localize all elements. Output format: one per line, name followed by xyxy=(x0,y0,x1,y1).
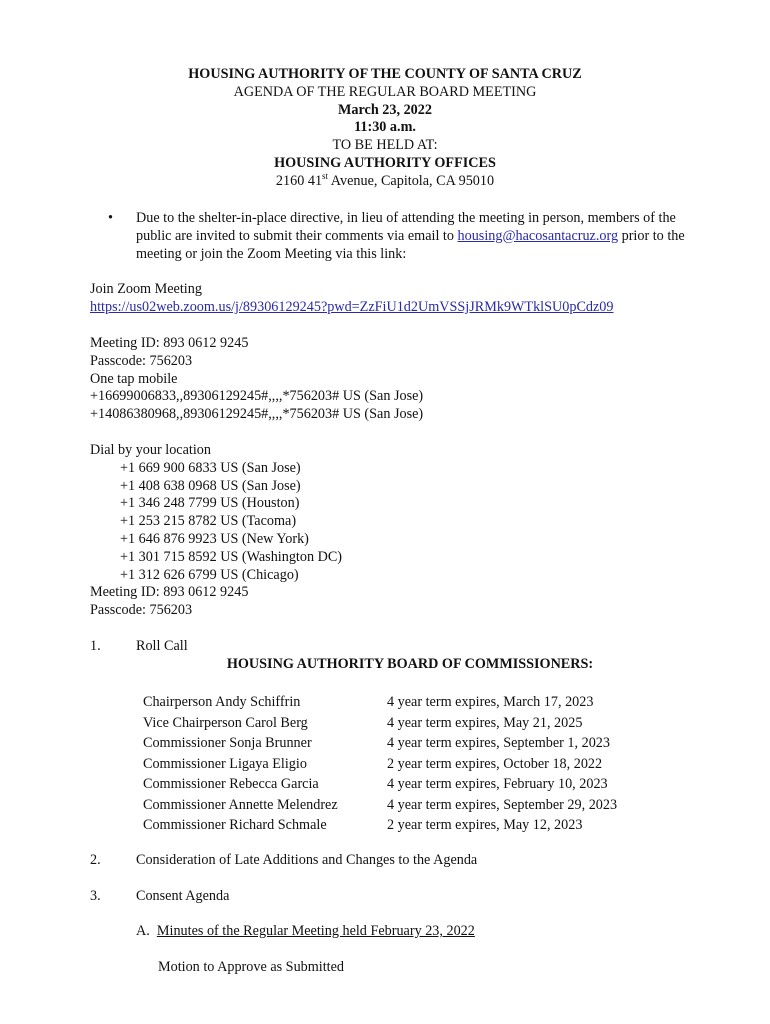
join-zoom-label: Join Zoom Meeting xyxy=(90,281,202,297)
item-1-title: Roll Call xyxy=(136,638,188,654)
term-expiry: 4 year term expires, September 1, 2023 xyxy=(387,735,610,751)
item-3-number: 3. xyxy=(90,888,101,904)
dial-number: +1 669 900 6833 US (San Jose) xyxy=(120,459,301,476)
commissioner-name: Vice Chairperson Carol Berg xyxy=(143,714,308,731)
dial-number: +1 253 215 8782 US (Tacoma) xyxy=(120,513,297,530)
passcode: Passcode: 756203 xyxy=(90,352,193,369)
term-expiry: 4 year term expires, March 17, 2023 xyxy=(387,694,594,710)
venue-address: 2160 41st Avenue, Capitola, CA 95010 xyxy=(275,170,495,189)
dial-number: +1 312 626 6799 US (Chicago) xyxy=(120,566,299,583)
item-3a-label: A. xyxy=(136,923,150,939)
term-expiry: 4 year term expires, February 10, 2023 xyxy=(387,776,608,792)
dial-number: +1 646 876 9923 US (New York) xyxy=(120,530,309,547)
venue-name: HOUSING AUTHORITY OFFICES xyxy=(274,154,496,171)
one-tap-label: One tap mobile xyxy=(90,370,178,387)
item-3a-motion: Motion to Approve as Submitted xyxy=(158,959,345,975)
dial-in-info xyxy=(90,442,342,620)
term-expiry: 2 year term expires, October 18, 2022 xyxy=(387,755,603,772)
item-3a-title: Minutes of the Regular Meeting held February 23, 2022 xyxy=(156,923,475,939)
agenda-title: AGENDA OF THE REGULAR BOARD MEETING xyxy=(233,83,537,100)
meeting-id: Meeting ID: 893 0612 9245 xyxy=(90,584,249,601)
commissioner-name: Chairperson Andy Schiffrin xyxy=(143,694,301,710)
zoom-info xyxy=(90,281,614,317)
item-2-title: Consideration of Late Additions and Changes to the Agenda xyxy=(136,852,478,868)
zoom-meeting-link[interactable]: https://us02web.zoom.us/j/89306129245?pwd=ZzFiU1d2UmVSSjJRMk9WTklSU0pCdz09 xyxy=(90,298,614,315)
term-expiry: 4 year term expires, May 21, 2025 xyxy=(387,714,583,731)
meeting-id: Meeting ID: 893 0612 9245 xyxy=(90,335,249,351)
item-2-number: 2. xyxy=(90,852,101,868)
passcode: Passcode: 756203 xyxy=(90,602,193,619)
dial-number: +1 301 715 8592 US (Washington DC) xyxy=(120,548,343,565)
commissioner-name: Commissioner Ligaya Eligio xyxy=(143,755,307,772)
organization-title: HOUSING AUTHORITY OF THE COUNTY OF SANTA CRUZ xyxy=(188,66,582,82)
commissioner-name: Commissioner Richard Schmale xyxy=(143,817,327,833)
meeting-credentials xyxy=(90,335,423,424)
commissioner-name: Commissioner Annette Melendrez xyxy=(143,796,338,813)
one-tap-number: +16699006833,,89306129245#,,,,*756203# US (San Jose) xyxy=(90,388,424,405)
agenda-header xyxy=(0,66,770,191)
one-tap-number: +14086380968,,89306129245#,,,,*756203# US (San Jose) xyxy=(90,406,424,423)
notice-text: Due to the shelter-in-place directive, in lieu of attending the meeting in person, members of the public are invited to submit their comments via email to housing@hacosantacruz.org prior to the meeting or join the Zoom Meeting via this link: xyxy=(136,210,685,262)
dial-number: +1 346 248 7799 US (Houston) xyxy=(120,495,300,512)
commissioner-name: Commissioner Rebecca Garcia xyxy=(143,776,319,792)
dial-label: Dial by your location xyxy=(90,442,211,458)
commissioner-name: Commissioner Sonja Brunner xyxy=(143,735,312,751)
meeting-date: March 23, 2022 xyxy=(338,101,432,118)
term-expiry: 4 year term expires, September 29, 2023 xyxy=(387,796,618,813)
bullet-icon: • xyxy=(108,210,113,226)
email-link[interactable]: housing@hacosantacruz.org xyxy=(457,227,619,244)
dial-number: +1 408 638 0968 US (San Jose) xyxy=(120,477,301,494)
held-at-label: TO BE HELD AT: xyxy=(332,137,438,154)
item-1-number: 1. xyxy=(90,638,101,654)
item-3a xyxy=(136,923,475,941)
meeting-time: 11:30 a.m. xyxy=(354,119,416,136)
board-heading: HOUSING AUTHORITY BOARD OF COMMISSIONERS: xyxy=(226,656,594,672)
item-3-title: Consent Agenda xyxy=(136,888,230,904)
term-expiry: 2 year term expires, May 12, 2023 xyxy=(387,817,583,833)
